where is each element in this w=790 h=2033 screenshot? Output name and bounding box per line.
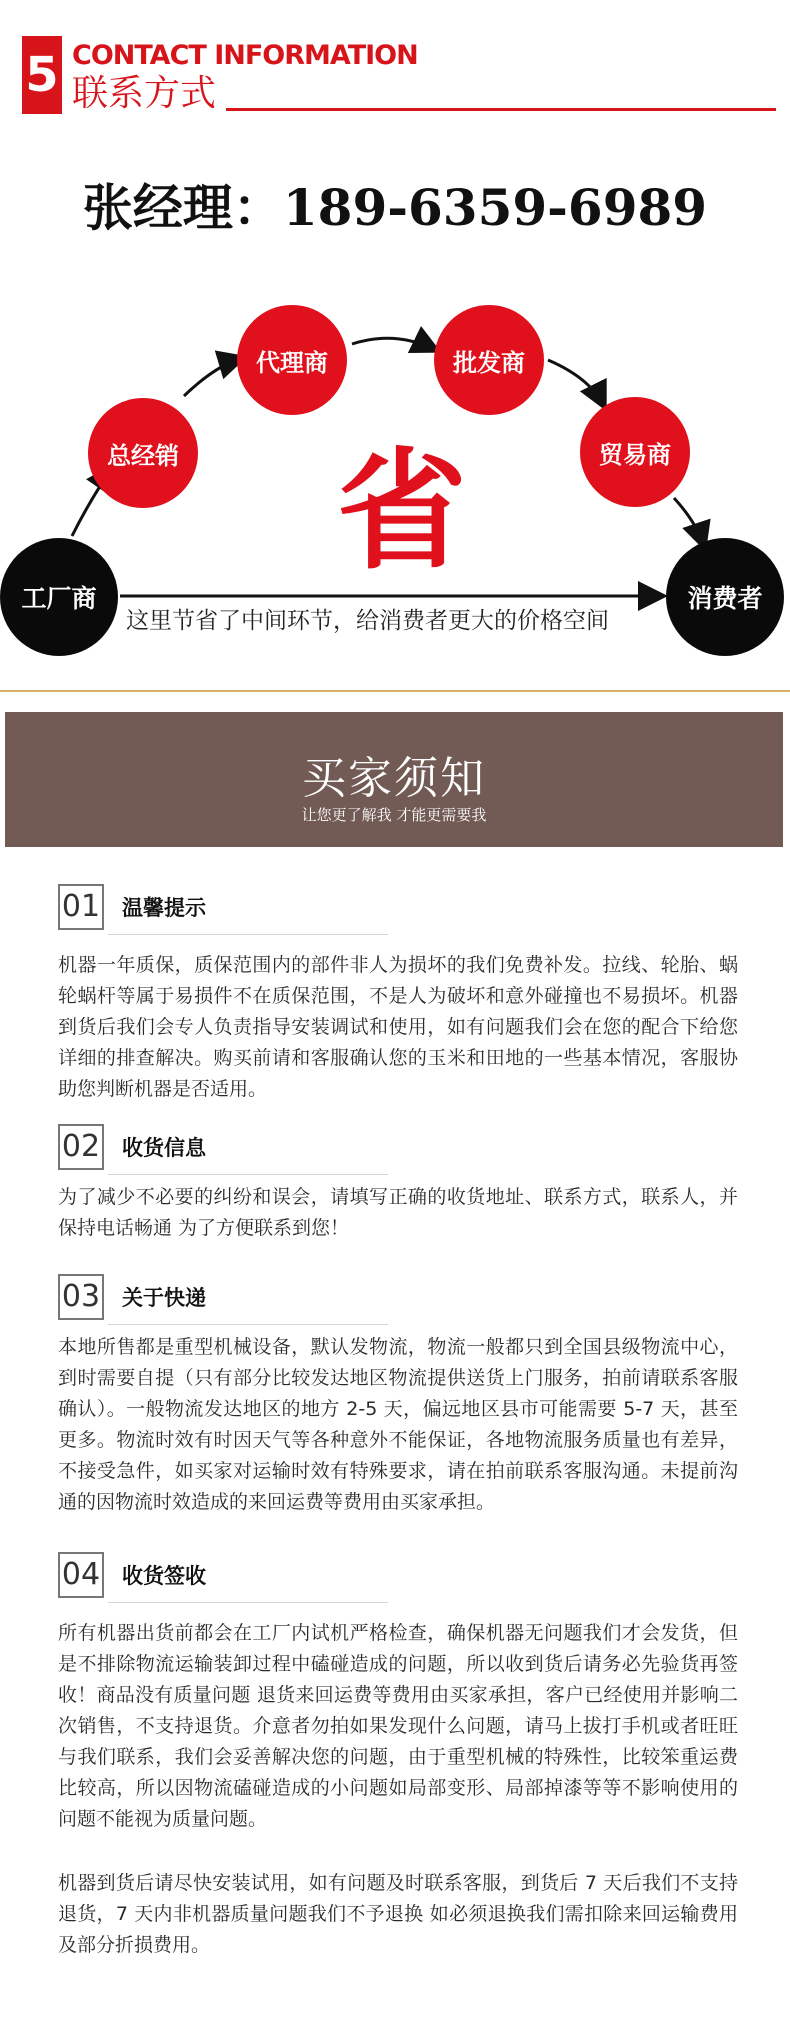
node-agent: 代理商 — [237, 305, 347, 415]
section-divider — [226, 108, 776, 111]
item-number: 04 — [58, 1552, 104, 1598]
item-paragraph: 本地所售都是重型机械设备，默认发物流，物流一般都只到全国县级物流中心，到时需要自提（只有部分比较发达地区物流提供送货上门服务，拍前请联系客服确认）。一般物流发达地区的地方 2-5 天，偏远地区县市可能需要 5-7 天，甚至更多。物流时效有时因天气等各种意外不能保证，各地物流服务质量也有差异，不接受急件，如买家对运输时效有特殊要求，请在拍前联系客服沟通。未提前沟通的因物流时效造成的来回运费等费用由买家承担。 — [58, 1336, 738, 1513]
notice-item-head — [58, 1274, 388, 1326]
arrow-agent-wholesaler — [352, 338, 436, 350]
notice-item-head — [58, 1552, 388, 1604]
item-number: 03 — [58, 1274, 104, 1320]
node-wholesaler: 批发商 — [434, 305, 544, 415]
gold-divider — [0, 690, 790, 692]
item-title: 温馨提示 — [122, 896, 206, 920]
arrow-wholesaler-trader — [548, 360, 604, 406]
node-distributor: 总经销 — [88, 398, 198, 508]
section-title-en: CONTACT INFORMATION — [72, 40, 418, 71]
item-paragraph: 为了减少不必要的纠纷和误会，请填写正确的收货地址、联系方式，联系人，并保持电话畅通 为了方便联系到您！ — [58, 1186, 738, 1239]
node-trader: 贸易商 — [580, 397, 690, 507]
banner-title: 买家须知 — [302, 753, 486, 804]
node-factory: 工厂商 — [0, 538, 118, 656]
item-number: 02 — [58, 1124, 104, 1170]
notice-item-head — [58, 1124, 388, 1176]
buyer-notice-banner — [5, 712, 783, 847]
item-underline — [108, 1324, 388, 1325]
supply-chain-diagram — [0, 260, 790, 660]
arrow-distributor-agent — [184, 358, 242, 396]
item-underline — [108, 934, 388, 935]
item-title: 关于快递 — [122, 1286, 206, 1310]
item-underline — [108, 1602, 388, 1603]
item-paragraph: 机器到货后请尽快安装试用，如有问题及时联系客服，到货后 7 天后我们不支持退货，7 天内非机器质量问题我们不予退换 如必须退换我们需扣除来回运输费用及部分折损费用。 — [58, 1872, 738, 1956]
section-title-cn: 联系方式 — [72, 73, 217, 114]
contact-line: 张经理：189-6359-6989 — [82, 178, 708, 237]
item-paragraph: 机器一年质保，质保范围内的部件非人为损坏的我们免费补发。拉线、轮胎、蜗轮蜗杆等属于易损件不在质保范围，不是人为破坏和意外碰撞也不易损坏。机器到货后我们会专人负责指导安装调试和使用，如有问题我们会在您的配合下给您详细的排查解决。购买前请和客服确认您的玉米和田地的一些基本情况，客服协助您判断机器是否适用。 — [58, 954, 738, 1100]
item-underline — [108, 1174, 388, 1175]
arrow-trader-consumer — [674, 498, 704, 546]
section-number: 5 — [22, 36, 62, 114]
section-header — [0, 0, 790, 130]
node-consumer: 消费者 — [666, 538, 784, 656]
flow-caption: 这里节省了中间环节，给消费者更大的价格空间 — [126, 608, 609, 634]
item-title: 收货签收 — [122, 1564, 206, 1588]
item-paragraph: 所有机器出货前都会在工厂内试机严格检查，确保机器无问题我们才会发货，但是不排除物流运输装卸过程中磕碰造成的问题，所以收到货后请务必先验货再签收！商品没有质量问题 退货来回运费等费用由买家承担，客户已经使用并影响二次销售，不支持退货。介意者勿拍如果发现什么问题，请马上拔打手机或者旺旺与我们联系，我们会妥善解决您的问题，由于重型机械的特殊性，比较笨重运费比较高，所以因物流磕碰造成的小问题如局部变形、局部掉漆等等不影响使用的问题不能视为质量问题。 — [58, 1622, 738, 1830]
item-title: 收货信息 — [122, 1136, 206, 1160]
item-number: 01 — [58, 884, 104, 930]
save-character: 省 — [336, 435, 467, 587]
notice-item-head — [58, 884, 388, 936]
banner-subtitle: 让您更了解我 才能更需要我 — [301, 806, 487, 824]
